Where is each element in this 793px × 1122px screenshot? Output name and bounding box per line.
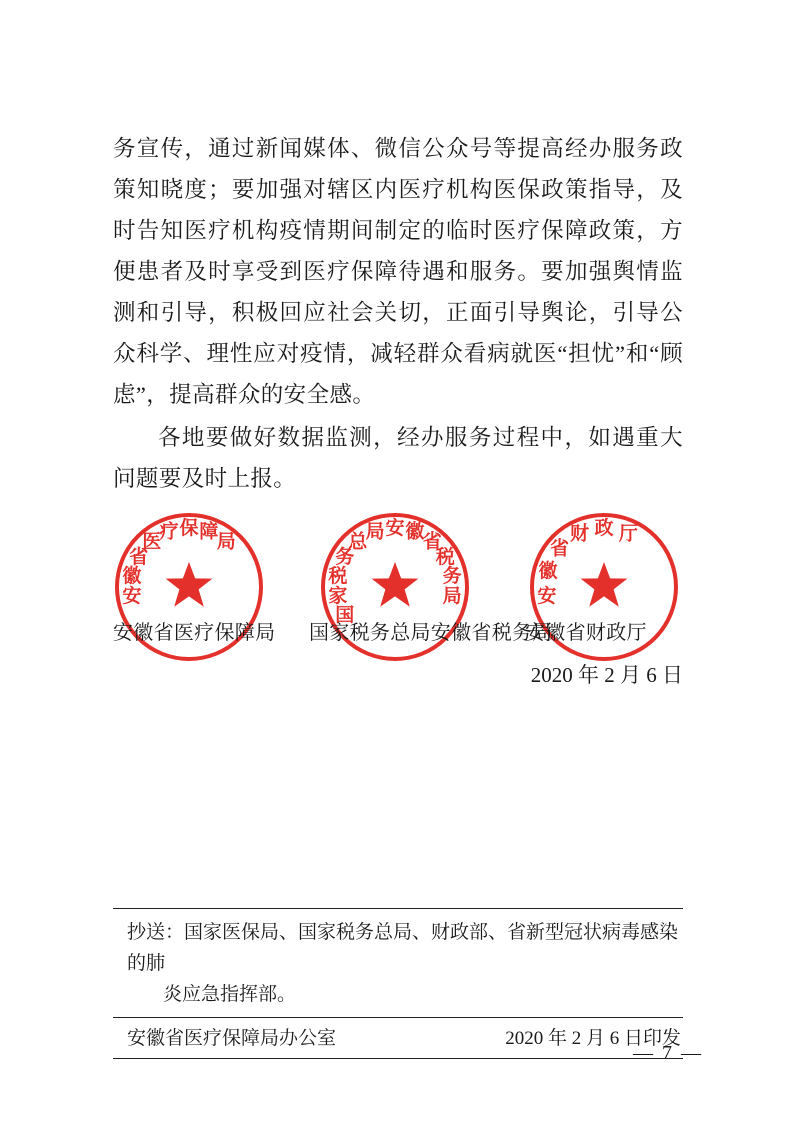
footer-cc [113, 909, 683, 1017]
seal-ring-text-2: 国 家 税 务 总 局 安 徽 省 税 务 局 [328, 518, 462, 626]
footer-issuer: 安徽省医疗保障局办公室 [127, 1028, 337, 1049]
seal-ring-text-3: 安 徽 省 财 政 厅 [537, 518, 639, 608]
paragraph-2: 各地要做好数据监测，经办服务过程中，如遇重大问题要及时上报。 [113, 425, 683, 491]
page-number: — 7 — [633, 1042, 703, 1064]
footer-cc-line-2: 炎应急指挥部。 [163, 984, 297, 1005]
document-body [113, 128, 683, 693]
signatory-3: 安徽省财政厅 [525, 622, 647, 644]
signatory-1: 安徽省医疗保障局 [113, 622, 276, 644]
seal-ring-text-1: 安 徽 省 医 疗 保 障 局 [122, 518, 236, 608]
footer-issue-date: 2020 年 2 月 6 日印发 [505, 1028, 681, 1049]
seal-star-icon-2 [369, 560, 421, 612]
footer-cc-line-1: 抄送：国家医保局、国家税务总局、财政部、省新型冠状病毒感染的肺 [127, 922, 679, 974]
paragraph-1: 务宣传，通过新闻媒体、微信公众号等提高经办服务政策知晓度；要加强对辖区内医疗机构医保政策指导，及时告知医疗机构疫情期间制定的临时医疗保障政策，方便患者及时享受到医疗保障待遇和服务。要加强舆情监测和引导，积极回应社会关切，正面引导舆论，引导公众科学、理性应对疫情，减轻群众看病就医“担忧”和“顾虑”，提高群众的安全感。 [113, 136, 683, 407]
page-footer [113, 908, 683, 1059]
footer-issuer-row [113, 1018, 683, 1058]
signatory-2: 国家税务总局安徽省税务局 [309, 622, 553, 644]
footer-divider-bottom [113, 1058, 683, 1059]
seal-star-icon-3 [578, 560, 630, 612]
seal-star-icon-1 [163, 560, 215, 612]
signature-date: 2020 年 2 月 6 日 [530, 663, 683, 687]
signatory-names [113, 616, 683, 645]
signature-block [113, 513, 683, 693]
